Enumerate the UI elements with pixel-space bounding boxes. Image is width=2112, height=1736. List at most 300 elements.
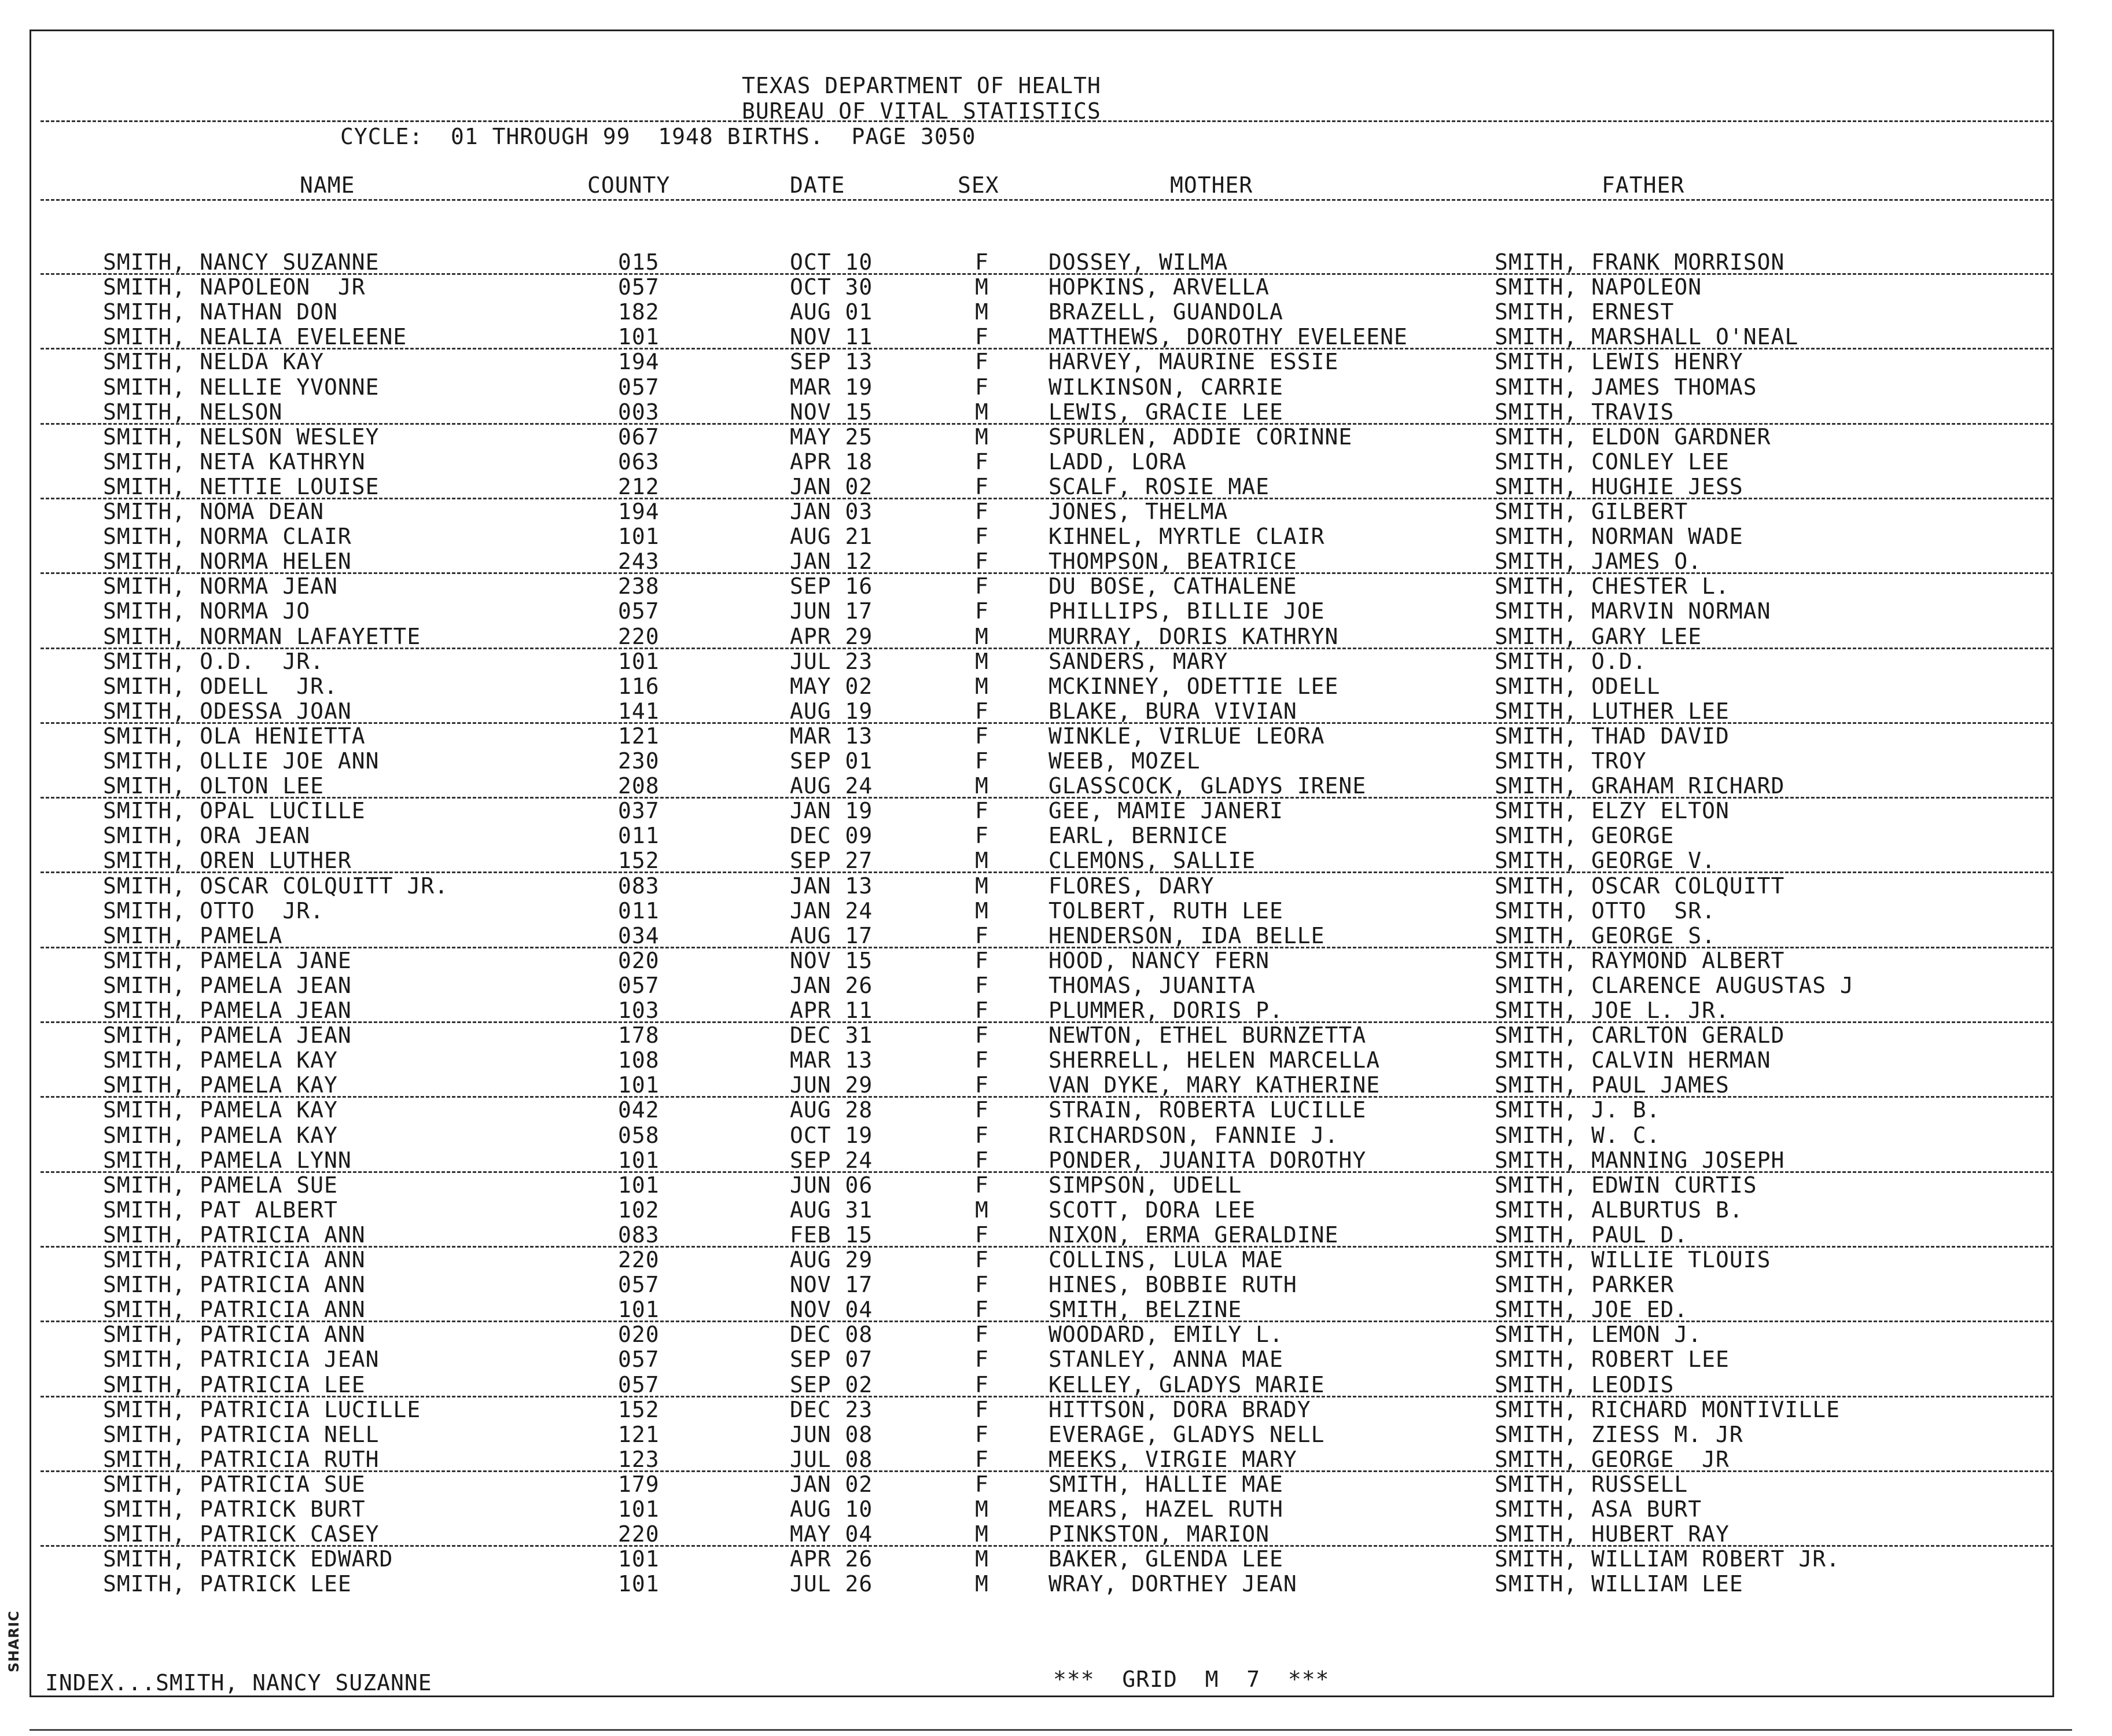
table-row bbox=[0, 1373, 2112, 1397]
record-sex: F bbox=[975, 748, 989, 774]
record-name: SMITH, NETA KATHRYN bbox=[103, 448, 366, 475]
record-date: JAN 02 bbox=[790, 1471, 873, 1497]
record-sex: F bbox=[975, 374, 989, 400]
table-row bbox=[0, 1297, 2112, 1322]
record-county: 194 bbox=[618, 349, 660, 375]
record-name: SMITH, NORMA CLAIR bbox=[103, 524, 352, 550]
record-name: SMITH, PAMELA JEAN bbox=[103, 972, 352, 998]
record-county: 238 bbox=[618, 573, 660, 599]
record-father: SMITH, GEORGE V. bbox=[1495, 848, 1716, 874]
record-mother: THOMAS, JUANITA bbox=[1048, 972, 1256, 998]
record-sex: M bbox=[975, 1521, 989, 1547]
table-row bbox=[0, 250, 2112, 275]
record-county: 101 bbox=[618, 1297, 660, 1323]
record-sex: F bbox=[975, 524, 989, 550]
record-name: SMITH, NELDA KAY bbox=[103, 349, 325, 375]
record-sex: M bbox=[975, 1546, 989, 1572]
record-name: SMITH, OLA HENIETTA bbox=[103, 723, 366, 749]
record-father: SMITH, RUSSELL bbox=[1495, 1471, 1688, 1497]
record-father: SMITH, MARVIN NORMAN bbox=[1495, 598, 1771, 624]
table-row bbox=[0, 1272, 2112, 1297]
record-date: JAN 12 bbox=[790, 549, 873, 575]
record-date: JUN 08 bbox=[790, 1421, 873, 1447]
record-county: 220 bbox=[618, 1521, 660, 1547]
record-name: SMITH, O.D. JR. bbox=[103, 648, 325, 674]
record-name: SMITH, PAMELA JEAN bbox=[103, 998, 352, 1023]
record-mother: STANLEY, ANNA MAE bbox=[1048, 1347, 1283, 1373]
record-sex: M bbox=[975, 848, 989, 874]
table-row bbox=[0, 1472, 2112, 1497]
record-father: SMITH, NORMAN WADE bbox=[1495, 524, 1743, 550]
record-father: SMITH, HUBERT RAY bbox=[1495, 1521, 1730, 1547]
record-date: AUG 24 bbox=[790, 773, 873, 799]
record-county: 101 bbox=[618, 1571, 660, 1597]
record-sex: F bbox=[975, 549, 989, 575]
record-sex: F bbox=[975, 1047, 989, 1073]
record-father: SMITH, TRAVIS bbox=[1495, 399, 1675, 425]
record-date: JUN 17 bbox=[790, 598, 873, 624]
record-date: MAY 04 bbox=[790, 1521, 873, 1547]
record-father: SMITH, LUTHER LEE bbox=[1495, 698, 1730, 724]
record-county: 101 bbox=[618, 1546, 660, 1572]
record-mother: SHERRELL, HELEN MARCELLA bbox=[1048, 1047, 1381, 1073]
record-county: 152 bbox=[618, 1396, 660, 1422]
record-county: 101 bbox=[618, 1496, 660, 1522]
record-mother: KIHNEL, MYRTLE CLAIR bbox=[1048, 524, 1325, 550]
record-sex: F bbox=[975, 1421, 989, 1447]
record-father: SMITH, RICHARD MONTIVILLE bbox=[1495, 1396, 1840, 1422]
record-date: NOV 15 bbox=[790, 947, 873, 973]
record-date: MAR 13 bbox=[790, 723, 873, 749]
record-mother: SIMPSON, UDELL bbox=[1048, 1172, 1242, 1198]
record-county: 220 bbox=[618, 1247, 660, 1272]
table-row bbox=[0, 1123, 2112, 1148]
record-sex: F bbox=[975, 1247, 989, 1272]
record-mother: CLEMONS, SALLIE bbox=[1048, 848, 1256, 874]
record-name: SMITH, PAMELA JANE bbox=[103, 947, 352, 973]
page-label: PAGE bbox=[851, 124, 907, 149]
record-county: 083 bbox=[618, 1222, 660, 1248]
record-date: JUN 29 bbox=[790, 1072, 873, 1098]
record-mother: MURRAY, DORIS KATHRYN bbox=[1048, 623, 1339, 649]
record-date: MAY 25 bbox=[790, 424, 873, 450]
cycle-label: CYCLE: bbox=[340, 124, 424, 149]
record-date: JAN 02 bbox=[790, 473, 873, 499]
record-father: SMITH, GEORGE JR bbox=[1495, 1446, 1730, 1472]
side-stamp: SHARIC bbox=[6, 1610, 22, 1672]
record-mother: VAN DYKE, MARY KATHERINE bbox=[1048, 1072, 1381, 1098]
record-county: 121 bbox=[618, 1421, 660, 1447]
record-father: SMITH, ELDON GARDNER bbox=[1495, 424, 1771, 450]
record-father: SMITH, PARKER bbox=[1495, 1272, 1675, 1298]
record-father: SMITH, WILLIAM ROBERT JR. bbox=[1495, 1546, 1840, 1572]
table-row bbox=[0, 1148, 2112, 1173]
record-county: 194 bbox=[618, 499, 660, 524]
table-row bbox=[0, 549, 2112, 574]
header-rule bbox=[41, 120, 2054, 122]
record-father: SMITH, GRAHAM RICHARD bbox=[1495, 773, 1785, 799]
bottom-rule bbox=[30, 1729, 2072, 1731]
record-sex: F bbox=[975, 1172, 989, 1198]
record-name: SMITH, PAMELA JEAN bbox=[103, 1023, 352, 1049]
record-date: SEP 24 bbox=[790, 1147, 873, 1173]
record-name: SMITH, NELSON WESLEY bbox=[103, 424, 380, 450]
record-father: SMITH, MARSHALL O'NEAL bbox=[1495, 324, 1799, 350]
column-header-mother: MOTHER bbox=[1170, 172, 1253, 198]
table-row bbox=[0, 1547, 2112, 1572]
record-name: SMITH, PAMELA KAY bbox=[103, 1122, 338, 1148]
record-county: 243 bbox=[618, 549, 660, 575]
record-father: SMITH, PAUL JAMES bbox=[1495, 1072, 1730, 1098]
record-father: SMITH, GEORGE bbox=[1495, 823, 1675, 849]
record-date: SEP 13 bbox=[790, 349, 873, 375]
record-county: 042 bbox=[618, 1097, 660, 1123]
record-name: SMITH, OSCAR COLQUITT JR. bbox=[103, 873, 448, 899]
record-date: APR 18 bbox=[790, 448, 873, 475]
record-mother: PHILLIPS, BILLIE JOE bbox=[1048, 598, 1325, 624]
record-county: 230 bbox=[618, 748, 660, 774]
record-father: SMITH, WILLIE TLOUIS bbox=[1495, 1247, 1771, 1272]
record-sex: M bbox=[975, 1197, 989, 1223]
record-date: NOV 17 bbox=[790, 1272, 873, 1298]
record-county: 083 bbox=[618, 873, 660, 899]
column-header-sex: SEX bbox=[958, 172, 999, 198]
record-county: 103 bbox=[618, 998, 660, 1023]
record-father: SMITH, MANNING JOSEPH bbox=[1495, 1147, 1785, 1173]
record-date: DEC 08 bbox=[790, 1322, 873, 1348]
record-name: SMITH, PATRICIA ANN bbox=[103, 1297, 366, 1323]
record-sex: F bbox=[975, 947, 989, 973]
record-name: SMITH, ODELL JR. bbox=[103, 673, 338, 699]
record-sex: F bbox=[975, 499, 989, 524]
record-father: SMITH, EDWIN CURTIS bbox=[1495, 1172, 1757, 1198]
record-name: SMITH, PATRICK CASEY bbox=[103, 1521, 380, 1547]
record-mother: PLUMMER, DORIS P. bbox=[1048, 998, 1283, 1023]
record-date: JUL 08 bbox=[790, 1446, 873, 1472]
record-county: 057 bbox=[618, 274, 660, 300]
record-name: SMITH, PAMELA bbox=[103, 922, 283, 948]
record-father: SMITH, CONLEY LEE bbox=[1495, 448, 1730, 475]
record-mother: HOOD, NANCY FERN bbox=[1048, 947, 1270, 973]
record-county: 101 bbox=[618, 1072, 660, 1098]
record-mother: BAKER, GLENDA LEE bbox=[1048, 1546, 1283, 1572]
record-name: SMITH, NAPOLEON JR bbox=[103, 274, 366, 300]
record-mother: WRAY, DORTHEY JEAN bbox=[1048, 1571, 1297, 1597]
record-father: SMITH, RAYMOND ALBERT bbox=[1495, 947, 1785, 973]
table-row bbox=[0, 823, 2112, 848]
record-date: JAN 03 bbox=[790, 499, 873, 524]
record-date: AUG 19 bbox=[790, 698, 873, 724]
record-father: SMITH, J. B. bbox=[1495, 1097, 1661, 1123]
record-mother: JONES, THELMA bbox=[1048, 499, 1228, 524]
record-county: 101 bbox=[618, 324, 660, 350]
record-father: SMITH, CALVIN HERMAN bbox=[1495, 1047, 1771, 1073]
record-county: 179 bbox=[618, 1471, 660, 1497]
record-name: SMITH, PATRICIA JEAN bbox=[103, 1347, 380, 1373]
record-date: AUG 10 bbox=[790, 1496, 873, 1522]
record-name: SMITH, NEALIA EVELEENE bbox=[103, 324, 407, 350]
record-date: JAN 26 bbox=[790, 972, 873, 998]
record-date: SEP 07 bbox=[790, 1347, 873, 1373]
record-mother: GEE, MAMIE JANERI bbox=[1048, 798, 1283, 824]
record-mother: SCOTT, DORA LEE bbox=[1048, 1197, 1256, 1223]
record-sex: F bbox=[975, 448, 989, 475]
record-mother: MATTHEWS, DOROTHY EVELEENE bbox=[1048, 324, 1408, 350]
record-date: AUG 28 bbox=[790, 1097, 873, 1123]
record-sex: F bbox=[975, 573, 989, 599]
record-name: SMITH, PATRICIA LUCILLE bbox=[103, 1396, 421, 1422]
record-mother: HARVEY, MAURINE ESSIE bbox=[1048, 349, 1339, 375]
record-father: SMITH, CLARENCE AUGUSTAS J bbox=[1495, 972, 1854, 998]
record-sex: M bbox=[975, 424, 989, 450]
record-name: SMITH, NELLIE YVONNE bbox=[103, 374, 380, 400]
table-row bbox=[0, 1572, 2112, 1597]
record-date: AUG 31 bbox=[790, 1197, 873, 1223]
record-county: 015 bbox=[618, 249, 660, 275]
table-row bbox=[0, 674, 2112, 699]
record-name: SMITH, NELSON bbox=[103, 399, 283, 425]
record-name: SMITH, NOMA DEAN bbox=[103, 499, 325, 524]
record-name: SMITH, PAMELA KAY bbox=[103, 1047, 338, 1073]
record-name: SMITH, PAT ALBERT bbox=[103, 1197, 338, 1223]
record-sex: F bbox=[975, 324, 989, 350]
record-sex: M bbox=[975, 1496, 989, 1522]
record-mother: HITTSON, DORA BRADY bbox=[1048, 1396, 1311, 1422]
record-sex: F bbox=[975, 1371, 989, 1397]
record-date: APR 26 bbox=[790, 1546, 873, 1572]
record-county: 152 bbox=[618, 848, 660, 874]
record-county: 178 bbox=[618, 1023, 660, 1049]
record-sex: F bbox=[975, 922, 989, 948]
record-date: OCT 19 bbox=[790, 1122, 873, 1148]
record-name: SMITH, PATRICIA ANN bbox=[103, 1222, 366, 1248]
record-father: SMITH, JAMES O. bbox=[1495, 549, 1702, 575]
record-name: SMITH, PATRICIA LEE bbox=[103, 1371, 366, 1397]
table-row bbox=[0, 699, 2112, 724]
record-county: 011 bbox=[618, 898, 660, 924]
record-county: 037 bbox=[618, 798, 660, 824]
record-county: 101 bbox=[618, 648, 660, 674]
cycle-line bbox=[340, 124, 976, 149]
record-date: DEC 09 bbox=[790, 823, 873, 849]
record-father: SMITH, TROY bbox=[1495, 748, 1647, 774]
column-header-rule bbox=[41, 199, 2054, 201]
record-county: 208 bbox=[618, 773, 660, 799]
table-row bbox=[0, 275, 2112, 300]
table-row bbox=[0, 425, 2112, 450]
table-row bbox=[0, 450, 2112, 475]
record-name: SMITH, OLTON LEE bbox=[103, 773, 325, 799]
table-row bbox=[0, 973, 2112, 998]
record-father: SMITH, ODELL bbox=[1495, 673, 1661, 699]
table-row bbox=[0, 899, 2112, 924]
record-sex: F bbox=[975, 1297, 989, 1323]
record-sex: M bbox=[975, 274, 989, 300]
record-date: MAY 02 bbox=[790, 673, 873, 699]
record-father: SMITH, JAMES THOMAS bbox=[1495, 374, 1757, 400]
record-mother: HINES, BOBBIE RUTH bbox=[1048, 1272, 1297, 1298]
record-father: SMITH, OSCAR COLQUITT bbox=[1495, 873, 1785, 899]
record-father: SMITH, GARY LEE bbox=[1495, 623, 1702, 649]
record-father: SMITH, ASA BURT bbox=[1495, 1496, 1702, 1522]
record-name: SMITH, PATRICIA RUTH bbox=[103, 1446, 380, 1472]
record-mother: NEWTON, ETHEL BURNZETTA bbox=[1048, 1023, 1367, 1049]
record-name: SMITH, OTTO JR. bbox=[103, 898, 325, 924]
record-sex: F bbox=[975, 1322, 989, 1348]
record-sex: F bbox=[975, 598, 989, 624]
table-row bbox=[0, 1322, 2112, 1347]
page-number: 3050 bbox=[920, 124, 976, 149]
record-county: 020 bbox=[618, 947, 660, 973]
record-name: SMITH, PATRICIA ANN bbox=[103, 1322, 366, 1348]
record-sex: M bbox=[975, 399, 989, 425]
record-date: SEP 02 bbox=[790, 1371, 873, 1397]
record-mother: SPURLEN, ADDIE CORINNE bbox=[1048, 424, 1353, 450]
record-sex: F bbox=[975, 698, 989, 724]
column-header-date: DATE bbox=[790, 172, 845, 198]
column-header-father: FATHER bbox=[1602, 172, 1685, 198]
table-row bbox=[0, 350, 2112, 374]
record-county: 108 bbox=[618, 1047, 660, 1073]
record-mother: PONDER, JUANITA DOROTHY bbox=[1048, 1147, 1367, 1173]
record-father: SMITH, ROBERT LEE bbox=[1495, 1347, 1730, 1373]
record-name: SMITH, NETTIE LOUISE bbox=[103, 473, 380, 499]
record-sex: F bbox=[975, 723, 989, 749]
record-mother: BRAZELL, GUANDOLA bbox=[1048, 299, 1283, 325]
record-mother: LEWIS, GRACIE LEE bbox=[1048, 399, 1283, 425]
record-name: SMITH, NANCY SUZANNE bbox=[103, 249, 380, 275]
record-county: 020 bbox=[618, 1322, 660, 1348]
record-father: SMITH, FRANK MORRISON bbox=[1495, 249, 1785, 275]
record-father: SMITH, PAUL D. bbox=[1495, 1222, 1688, 1248]
record-mother: WILKINSON, CARRIE bbox=[1048, 374, 1283, 400]
record-county: 057 bbox=[618, 1371, 660, 1397]
table-row bbox=[0, 1522, 2112, 1547]
table-row bbox=[0, 774, 2112, 799]
record-sex: F bbox=[975, 1446, 989, 1472]
record-mother: MEEKS, VIRGIE MARY bbox=[1048, 1446, 1297, 1472]
record-county: 067 bbox=[618, 424, 660, 450]
record-mother: SMITH, HALLIE MAE bbox=[1048, 1471, 1283, 1497]
record-name: SMITH, PAMELA LYNN bbox=[103, 1147, 352, 1173]
record-county: 101 bbox=[618, 524, 660, 550]
record-county: 121 bbox=[618, 723, 660, 749]
record-mother: GLASSCOCK, GLADYS IRENE bbox=[1048, 773, 1367, 799]
record-sex: F bbox=[975, 1471, 989, 1497]
record-county: 101 bbox=[618, 1147, 660, 1173]
table-row bbox=[0, 874, 2112, 899]
record-sex: F bbox=[975, 823, 989, 849]
record-county: 116 bbox=[618, 673, 660, 699]
record-father: SMITH, W. C. bbox=[1495, 1122, 1661, 1148]
record-father: SMITH, ERNEST bbox=[1495, 299, 1675, 325]
record-sex: M bbox=[975, 873, 989, 899]
record-name: SMITH, PATRICIA NELL bbox=[103, 1421, 380, 1447]
table-row bbox=[0, 400, 2112, 425]
record-mother: SMITH, BELZINE bbox=[1048, 1297, 1242, 1323]
record-date: JAN 19 bbox=[790, 798, 873, 824]
record-sex: F bbox=[975, 1272, 989, 1298]
record-sex: F bbox=[975, 1147, 989, 1173]
table-row bbox=[0, 998, 2112, 1023]
table-row bbox=[0, 1248, 2112, 1272]
record-mother: RICHARDSON, FANNIE J. bbox=[1048, 1122, 1339, 1148]
record-sex: F bbox=[975, 972, 989, 998]
record-mother: THOMPSON, BEATRICE bbox=[1048, 549, 1297, 575]
record-father: SMITH, WILLIAM LEE bbox=[1495, 1571, 1743, 1597]
record-sex: F bbox=[975, 1396, 989, 1422]
record-mother: MEARS, HAZEL RUTH bbox=[1048, 1496, 1283, 1522]
record-name: SMITH, ORA JEAN bbox=[103, 823, 311, 849]
record-county: 011 bbox=[618, 823, 660, 849]
table-row bbox=[0, 1048, 2112, 1073]
record-sex: F bbox=[975, 1097, 989, 1123]
record-name: SMITH, PATRICIA ANN bbox=[103, 1247, 366, 1272]
record-date: APR 11 bbox=[790, 998, 873, 1023]
record-mother: STRAIN, ROBERTA LUCILLE bbox=[1048, 1097, 1367, 1123]
record-date: DEC 23 bbox=[790, 1396, 873, 1422]
table-row bbox=[0, 375, 2112, 400]
column-header-county: COUNTY bbox=[587, 172, 671, 198]
record-father: SMITH, CHESTER L. bbox=[1495, 573, 1730, 599]
record-sex: F bbox=[975, 1347, 989, 1373]
record-father: SMITH, OTTO SR. bbox=[1495, 898, 1716, 924]
record-name: SMITH, NATHAN DON bbox=[103, 299, 338, 325]
record-mother: TOLBERT, RUTH LEE bbox=[1048, 898, 1283, 924]
record-sex: M bbox=[975, 299, 989, 325]
record-county: 141 bbox=[618, 698, 660, 724]
record-father: SMITH, GEORGE S. bbox=[1495, 922, 1716, 948]
record-father: SMITH, O.D. bbox=[1495, 648, 1647, 674]
table-row bbox=[0, 1098, 2112, 1123]
report-title: 1948 BIRTHS. bbox=[658, 124, 824, 149]
record-county: 003 bbox=[618, 399, 660, 425]
record-name: SMITH, OPAL LUCILLE bbox=[103, 798, 366, 824]
record-father: SMITH, LEMON J. bbox=[1495, 1322, 1702, 1348]
table-row bbox=[0, 599, 2112, 624]
record-father: SMITH, LEODIS bbox=[1495, 1371, 1675, 1397]
record-sex: M bbox=[975, 648, 989, 674]
record-father: SMITH, ZIESS M. JR bbox=[1495, 1421, 1743, 1447]
table-row bbox=[0, 799, 2112, 823]
table-row bbox=[0, 300, 2112, 325]
record-sex: M bbox=[975, 773, 989, 799]
record-mother: DOSSEY, WILMA bbox=[1048, 249, 1228, 275]
table-row bbox=[0, 475, 2112, 499]
record-county: 057 bbox=[618, 1272, 660, 1298]
table-row bbox=[0, 325, 2112, 350]
record-name: SMITH, OREN LUTHER bbox=[103, 848, 352, 874]
table-row bbox=[0, 1198, 2112, 1223]
record-name: SMITH, PATRICK BURT bbox=[103, 1496, 366, 1522]
record-name: SMITH, PATRICIA ANN bbox=[103, 1272, 366, 1298]
record-county: 057 bbox=[618, 1347, 660, 1373]
record-name: SMITH, NORMA JEAN bbox=[103, 573, 338, 599]
record-date: JUN 06 bbox=[790, 1172, 873, 1198]
table-row bbox=[0, 1347, 2112, 1372]
record-name: SMITH, PATRICK LEE bbox=[103, 1571, 352, 1597]
table-row bbox=[0, 574, 2112, 599]
record-mother: HENDERSON, IDA BELLE bbox=[1048, 922, 1325, 948]
record-name: SMITH, PAMELA KAY bbox=[103, 1072, 338, 1098]
record-sex: F bbox=[975, 1072, 989, 1098]
record-date: SEP 16 bbox=[790, 573, 873, 599]
record-father: SMITH, LEWIS HENRY bbox=[1495, 349, 1743, 375]
record-sex: M bbox=[975, 673, 989, 699]
record-father: SMITH, JOE ED. bbox=[1495, 1297, 1688, 1323]
record-date: OCT 30 bbox=[790, 274, 873, 300]
record-name: SMITH, NORMAN LAFAYETTE bbox=[103, 623, 421, 649]
